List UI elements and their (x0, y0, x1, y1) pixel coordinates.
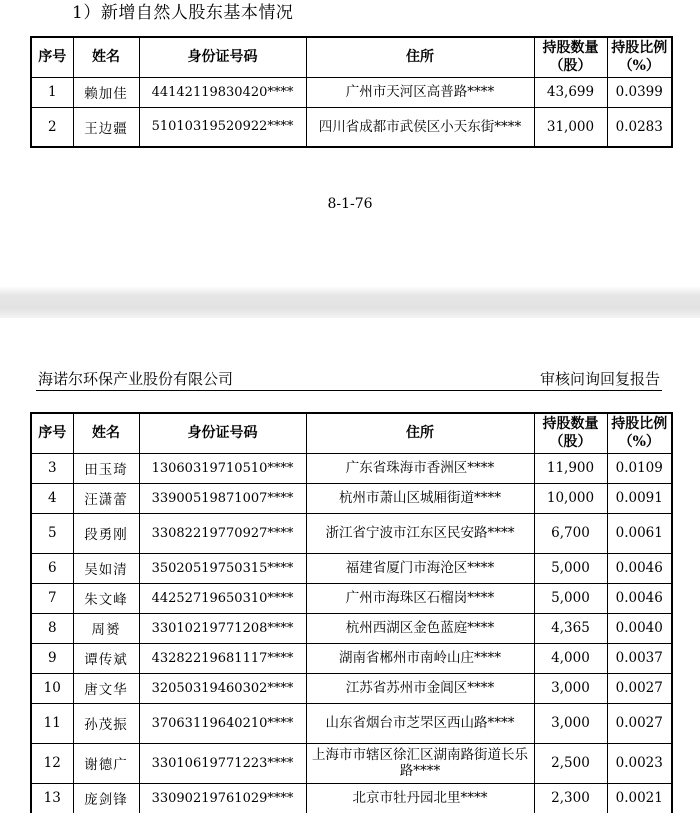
cell-no: 6 (31, 553, 73, 583)
cell-no: 4 (31, 483, 73, 513)
cell-id: 33010219771208**** (139, 613, 306, 643)
cell-id: 32050319460302**** (139, 673, 306, 703)
header-address: 住所 (306, 413, 534, 453)
cell-address: 浙江省宁波市江东区民安路**** (306, 513, 534, 553)
cell-name: 朱文峰 (73, 583, 139, 613)
cell-shares: 6,700 (534, 513, 607, 553)
table-header-row (31, 413, 672, 453)
table-row (31, 783, 672, 813)
header-id-number: 身份证号码 (139, 413, 306, 453)
cell-no: 1 (31, 77, 73, 107)
cell-name: 汪潇蕾 (73, 483, 139, 513)
header-no: 序号 (31, 37, 73, 77)
table-row (31, 513, 672, 553)
cell-address: 广州市天河区高普路**** (306, 77, 534, 107)
header-no: 序号 (31, 413, 73, 453)
cell-name: 谭传斌 (73, 643, 139, 673)
cell-address: 广州市海珠区石榴岗**** (306, 583, 534, 613)
table-row (31, 703, 672, 743)
cell-name: 唐文华 (73, 673, 139, 703)
cell-id: 51010319520922**** (139, 107, 306, 147)
cell-no: 7 (31, 583, 73, 613)
cell-ratio: 0.0091 (607, 483, 672, 513)
header-ratio: 持股比例（%） (607, 413, 672, 453)
cell-name: 谢德广 (73, 743, 139, 783)
table-row (31, 613, 672, 643)
cell-no: 5 (31, 513, 73, 553)
table-row (31, 553, 672, 583)
cell-ratio: 0.0023 (607, 743, 672, 783)
cell-id: 33900519871007**** (139, 483, 306, 513)
cell-id: 44142119830420**** (139, 77, 306, 107)
cell-shares: 2,500 (534, 743, 607, 783)
cell-address: 江苏省苏州市金阊区**** (306, 673, 534, 703)
table-row (31, 107, 672, 147)
cell-ratio: 0.0061 (607, 513, 672, 553)
cell-name: 田玉琦 (73, 453, 139, 483)
table-row (31, 673, 672, 703)
cell-shares: 4,365 (534, 613, 607, 643)
cell-address: 广东省珠海市香洲区**** (306, 453, 534, 483)
cell-shares: 5,000 (534, 553, 607, 583)
cell-shares: 3,000 (534, 703, 607, 743)
table-row (31, 583, 672, 613)
company-name: 海诺尔环保产业股份有限公司 (38, 370, 234, 388)
cell-ratio: 0.0021 (607, 783, 672, 813)
cell-no: 3 (31, 453, 73, 483)
table-row (31, 743, 672, 783)
cell-name: 赖加佳 (73, 77, 139, 107)
header-ratio: 持股比例（%） (607, 37, 672, 77)
page-separator (0, 286, 700, 318)
cell-shares: 5,000 (534, 583, 607, 613)
cell-shares: 31,000 (534, 107, 607, 147)
cell-id: 44252719650310**** (139, 583, 306, 613)
cell-no: 12 (31, 743, 73, 783)
cell-address: 杭州西湖区金色蓝庭**** (306, 613, 534, 643)
cell-no: 2 (31, 107, 73, 147)
cell-address: 四川省成都市武侯区小天东街**** (306, 107, 534, 147)
header-shares: 持股数量（股） (534, 37, 607, 77)
cell-name: 周赟 (73, 613, 139, 643)
document-page-1 (0, 0, 700, 286)
cell-shares: 10,000 (534, 483, 607, 513)
header-id-number: 身份证号码 (139, 37, 306, 77)
cell-ratio: 0.0109 (607, 453, 672, 483)
table-row (31, 77, 672, 107)
header-name: 姓名 (73, 37, 139, 77)
table-row (31, 453, 672, 483)
cell-no: 11 (31, 703, 73, 743)
cell-name: 吴如清 (73, 553, 139, 583)
cell-ratio: 0.0027 (607, 673, 672, 703)
cell-shares: 11,900 (534, 453, 607, 483)
cell-address: 福建省厦门市海沧区**** (306, 553, 534, 583)
cell-shares: 3,000 (534, 673, 607, 703)
cell-ratio: 0.0037 (607, 643, 672, 673)
cell-name: 孙茂振 (73, 703, 139, 743)
cell-address: 湖南省郴州市南岭山庄**** (306, 643, 534, 673)
cell-id: 43282219681117**** (139, 643, 306, 673)
cell-ratio: 0.0399 (607, 77, 672, 107)
cell-ratio: 0.0046 (607, 553, 672, 583)
new-shareholders-table-part-1 (30, 36, 673, 148)
cell-no: 13 (31, 783, 73, 813)
cell-ratio: 0.0040 (607, 613, 672, 643)
table-row (31, 483, 672, 513)
cell-name: 王边疆 (73, 107, 139, 147)
table-row (31, 643, 672, 673)
cell-address: 杭州市萧山区城厢街道**** (306, 483, 534, 513)
cell-id: 37063119640210**** (139, 703, 306, 743)
cell-id: 35020519750315**** (139, 553, 306, 583)
cell-name: 庞剑锋 (73, 783, 139, 813)
header-address: 住所 (306, 37, 534, 77)
header-shares: 持股数量（股） (534, 413, 607, 453)
cell-address: 上海市市辖区徐汇区湖南路街道长乐路**** (306, 743, 534, 783)
cell-id: 13060319710510**** (139, 453, 306, 483)
page-number: 8-1-76 (327, 196, 373, 212)
cell-no: 8 (31, 613, 73, 643)
header-name: 姓名 (73, 413, 139, 453)
cell-shares: 2,300 (534, 783, 607, 813)
header-rule (36, 390, 662, 391)
cell-ratio: 0.0027 (607, 703, 672, 743)
document-page-2 (0, 318, 700, 823)
cell-ratio: 0.0283 (607, 107, 672, 147)
report-title: 审核问询回复报告 (539, 370, 660, 388)
cell-id: 33090219761029**** (139, 783, 306, 813)
cell-id: 33082219770927**** (139, 513, 306, 553)
cell-shares: 43,699 (534, 77, 607, 107)
cell-no: 9 (31, 643, 73, 673)
cell-name: 段勇刚 (73, 513, 139, 553)
cell-no: 10 (31, 673, 73, 703)
section-title: 1）新增自然人股东基本情况 (72, 3, 294, 23)
table-header-row (31, 37, 672, 77)
cell-ratio: 0.0046 (607, 583, 672, 613)
cell-id: 33010619771223**** (139, 743, 306, 783)
cell-shares: 4,000 (534, 643, 607, 673)
cell-address: 山东省烟台市芝罘区西山路**** (306, 703, 534, 743)
new-shareholders-table-part-2 (30, 412, 673, 813)
cell-address: 北京市牡丹园北里**** (306, 783, 534, 813)
